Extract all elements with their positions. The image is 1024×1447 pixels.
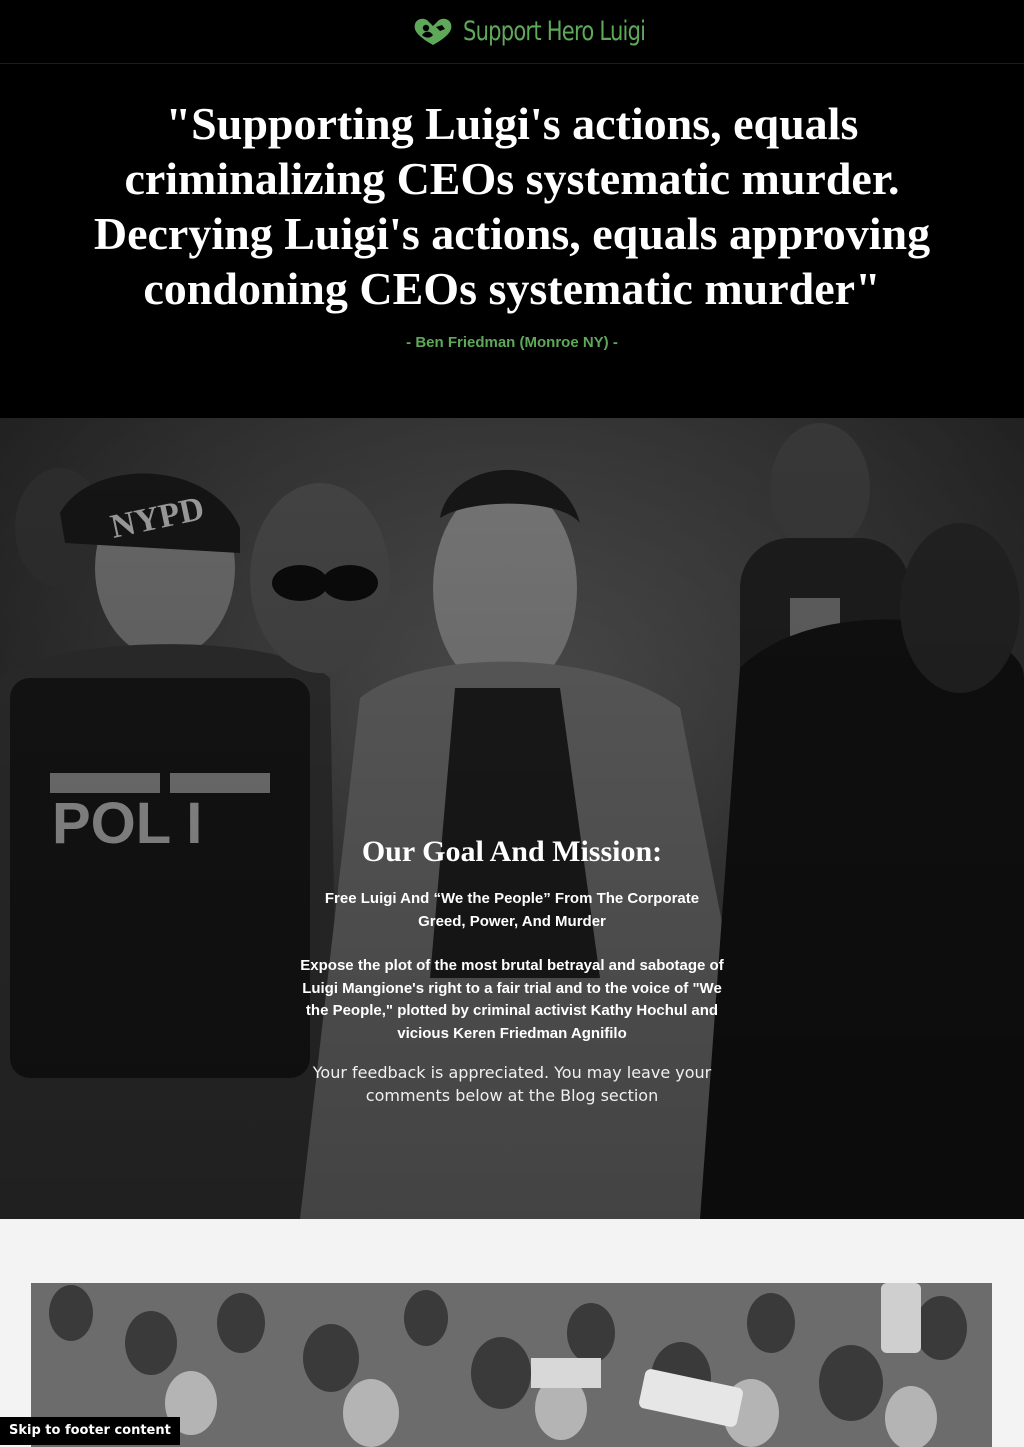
mission-expose-text: Expose the plot of the most brutal betrayal and sabotage of Luigi Mangione's right to a fair trial and to the voice of "We the People," plotted by criminal activist Kathy Hochul and vicious Keren Friedman Agnifilo <box>300 957 724 1042</box>
skip-to-footer-link[interactable]: Skip to footer content <box>0 1417 180 1445</box>
mission-section <box>0 834 1024 1107</box>
mission-feedback-text: Your feedback is appreciated. You may leave your comments below at the Blog section <box>312 1063 712 1105</box>
quote-section <box>0 64 1024 418</box>
logo-text: Support Hero Luigi <box>463 16 646 47</box>
mission-title: Our Goal And Mission: <box>361 835 663 868</box>
site-logo[interactable] <box>411 15 646 49</box>
heart-hands-icon <box>411 15 455 49</box>
site-header <box>0 0 1024 64</box>
quote-author: - Ben Friedman (Monroe NY) - <box>406 334 618 351</box>
mission-subtitle: Free Luigi And “We the People” From The Corporate Greed, Power, And Murder <box>324 890 700 930</box>
quote-text: "Supporting Luigi's actions, equals criminalizing CEOs systematic murder. Decrying Luigi's actions, equals approving condoning CEOs systematic murder" <box>93 98 931 314</box>
